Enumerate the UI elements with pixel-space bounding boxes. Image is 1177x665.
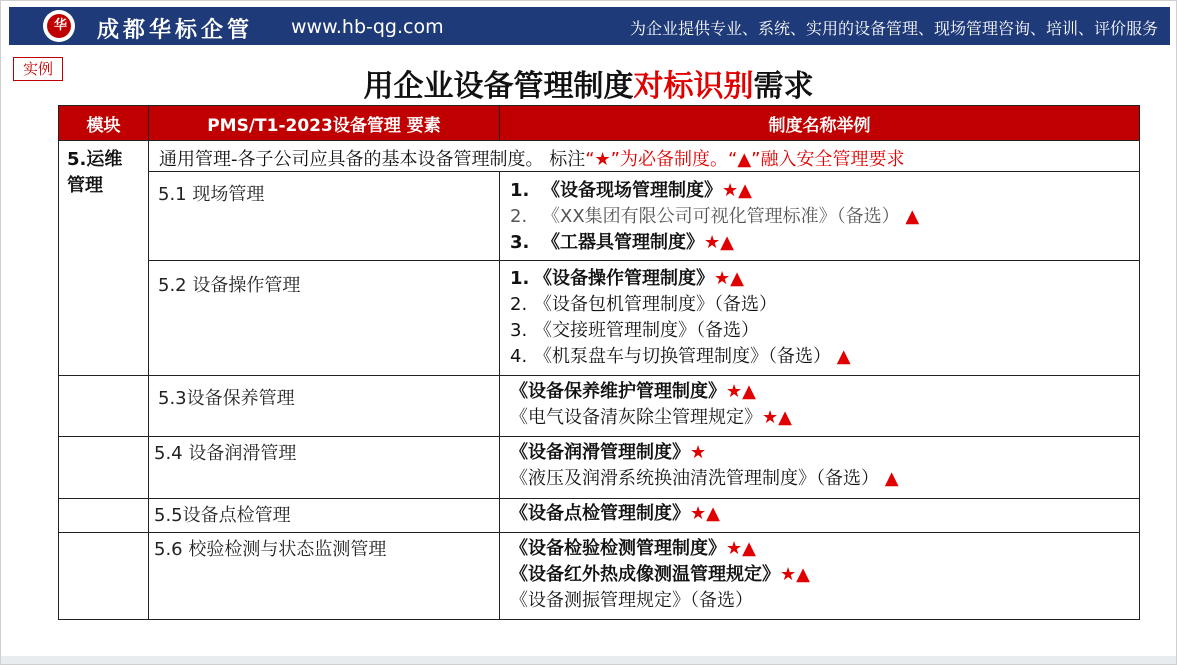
list-item: 《设备检验检测管理制度》★▲: [510, 538, 756, 559]
brand-name: 成都华标企管: [97, 17, 254, 43]
module-empty: [59, 533, 149, 620]
list-item: 《液压及润滑系统换油清洗管理制度》（备选） ▲: [510, 468, 899, 489]
page-title: 用企业设备管理制度对标识别需求: [363, 69, 814, 104]
list-item: 《电气设备清灰除尘管理规定》★▲: [510, 407, 792, 428]
examples-5-3: [500, 376, 1140, 437]
examples-5-1: [500, 172, 1140, 261]
list-item: 3. 《交接班管理制度》（备选）: [510, 320, 759, 341]
footer-strip: [1, 656, 1176, 664]
examples-5-4: [500, 437, 1140, 499]
list-item: 《设备润滑管理制度》★: [510, 442, 707, 463]
module-empty: [59, 376, 149, 437]
list-item: 《设备红外热成像测温管理规定》★▲: [510, 564, 810, 585]
module-cell: 5.运维 管理: [59, 141, 149, 376]
module-empty: [59, 437, 149, 499]
module-empty: [59, 499, 149, 533]
element-5-5: 5.5设备点检管理: [149, 499, 500, 533]
header-module: 模块: [59, 106, 149, 141]
header-element: PMS/T1-2023设备管理 要素: [149, 106, 500, 141]
slogan: 为企业提供专业、系统、实用的设备管理、现场管理咨询、培训、评价服务: [629, 19, 1158, 38]
list-item: 《设备点检管理制度》★▲: [510, 503, 720, 524]
list-item: 3. 《工器具管理制度》★▲: [510, 232, 734, 253]
examples-5-2: [500, 261, 1140, 376]
example-tag: 实例: [13, 57, 63, 81]
element-5-3: 5.3设备保养管理: [149, 376, 500, 437]
examples-5-5: [500, 499, 1140, 533]
element-5-2: 5.2 设备操作管理: [149, 261, 500, 376]
examples-5-6: [500, 533, 1140, 620]
requirements-table: [58, 105, 1140, 620]
element-5-1: 5.1 现场管理: [149, 172, 500, 261]
list-item: 《设备保养维护管理制度》★▲: [510, 381, 756, 402]
list-item: 1. 《设备操作管理制度》★▲: [510, 268, 744, 289]
list-item: 4. 《机泵盘车与切换管理制度》（备选） ▲: [510, 346, 851, 367]
list-item: 《设备测振管理规定》（备选）: [510, 590, 753, 611]
table-header-row: [59, 106, 1140, 141]
list-item: 1. 《设备现场管理制度》★▲: [510, 180, 752, 201]
website-url: www.hb-qg.com: [291, 16, 444, 38]
list-item: 2. 《XX集团有限公司可视化管理标准》（备选） ▲: [510, 206, 920, 227]
list-item: 2. 《设备包机管理制度》（备选）: [510, 294, 777, 315]
intro-note: 通用管理-各子公司应具备的基本设备管理制度。 标注“★”为必备制度。“▲”融入安全管理要求: [149, 141, 1140, 172]
header-examples: 制度名称举例: [500, 106, 1140, 141]
element-5-4: 5.4 设备润滑管理: [149, 437, 500, 499]
element-5-6: 5.6 校验检测与状态监测管理: [149, 533, 500, 620]
header-bar: [9, 7, 1170, 45]
company-logo: 华: [43, 10, 75, 42]
